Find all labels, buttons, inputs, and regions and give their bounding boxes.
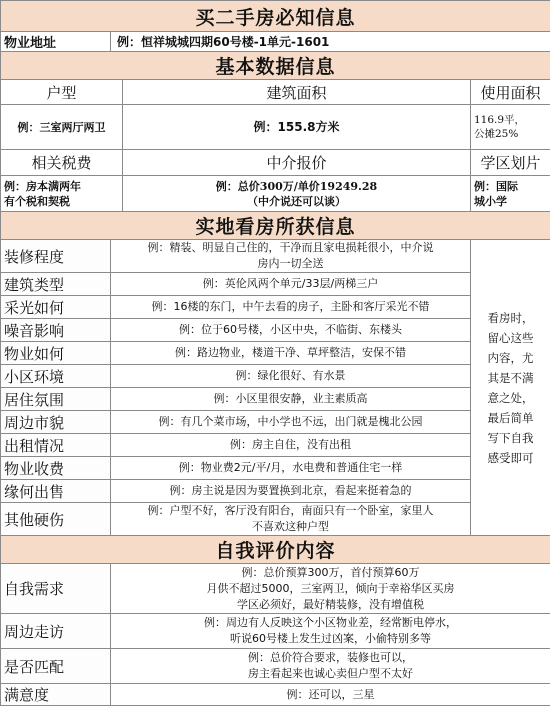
visit-label: 采光如何 — [1, 296, 111, 319]
self-value — [111, 614, 550, 649]
value-layout: 例：三室两厅两卫 — [1, 105, 123, 150]
self-value-line: 房主看起来也诚心卖但户型不太好 — [114, 666, 547, 682]
header-layout: 户型 — [1, 80, 123, 105]
visit-side-note — [471, 240, 550, 536]
taxes-line-1: 例：房本满两年 — [4, 179, 119, 194]
usable-area-line: 116.9平， — [474, 113, 547, 127]
visit-value: 例：房主说是因为要置换到北京，看起来挺着急的 — [111, 480, 471, 503]
section-visit-title: 实地看房所获信息 — [1, 212, 550, 240]
header-taxes: 相关税费 — [1, 150, 123, 176]
side-note-line: 最后简单 — [483, 408, 538, 428]
visit-value-line: 例：户型不好，客厅没有阳台，南面只有一个卧室，家里人 — [114, 503, 467, 519]
visit-value: 例：小区里很安静，业主素质高 — [111, 388, 471, 411]
visit-value — [111, 503, 471, 536]
visit-value — [111, 240, 471, 273]
visit-label: 噪音影响 — [1, 319, 111, 342]
self-label: 周边走访 — [1, 614, 111, 649]
visit-label: 物业如何 — [1, 342, 111, 365]
value-building-area: 例：155.8方米 — [123, 105, 471, 150]
visit-label: 其他硬伤 — [1, 503, 111, 536]
visit-label: 居住氛围 — [1, 388, 111, 411]
side-note-line: 其是不满 — [483, 368, 538, 388]
visit-value: 例：物业费2元/平/月，水电费和普通住宅一样 — [111, 457, 471, 480]
visit-value: 例：房主自住，没有出租 — [111, 434, 471, 457]
page-title: 买二手房必知信息 — [1, 1, 550, 32]
visit-value: 例：路边物业，楼道干净、草坪整洁，安保不错 — [111, 342, 471, 365]
visit-value: 例：位于60号楼，小区中央，不临街、东楼头 — [111, 319, 471, 342]
quote-line-2: （中介说还可以谈） — [126, 194, 467, 209]
value-taxes — [1, 176, 123, 212]
quote-line-1: 例：总价300万/单价19249.28 — [126, 179, 467, 194]
visit-label: 小区环境 — [1, 365, 111, 388]
header-agent-quote: 中介报价 — [123, 150, 471, 176]
visit-label: 装修程度 — [1, 240, 111, 273]
address-label: 物业地址 — [1, 32, 111, 52]
self-value-line: 听说60号楼上发生过凶案，小偷特别多等 — [114, 631, 547, 647]
self-label: 自我需求 — [1, 564, 111, 614]
visit-value: 例：英伦风两个单元/33层/两梯三户 — [111, 273, 471, 296]
visit-value-line: 房内一切全送 — [114, 256, 467, 272]
value-school-district — [471, 176, 550, 212]
header-usable-area: 使用面积 — [471, 80, 550, 105]
section-basic-title: 基本数据信息 — [1, 52, 550, 80]
self-label: 满意度 — [1, 684, 111, 706]
visit-label: 出租情况 — [1, 434, 111, 457]
visit-value-line: 不喜欢这种户型 — [114, 519, 467, 535]
school-line-2: 城小学 — [474, 194, 547, 209]
visit-label: 建筑类型 — [1, 273, 111, 296]
section-self-title: 自我评价内容 — [1, 536, 550, 564]
visit-label: 物业收费 — [1, 457, 111, 480]
side-note-line: 留心这些 — [483, 328, 538, 348]
self-value-line: 月供不超过5000，三室两卫，倾向于幸裕华区买房 — [114, 581, 547, 597]
visit-label: 周边市貌 — [1, 411, 111, 434]
value-usable-area — [471, 105, 550, 150]
self-value-line: 例：周边有人反映这个小区物业差，经常断电停水， — [114, 615, 547, 631]
self-value-line: 例：总价符合要求，装修也可以， — [114, 650, 547, 666]
value-agent-quote — [123, 176, 471, 212]
visit-value-line: 例：精装、明显自己住的，干净而且家电损耗很小，中介说 — [114, 240, 467, 256]
self-value — [111, 649, 550, 684]
shared-area-line: 公摊25% — [474, 127, 547, 141]
self-value: 例：还可以，三星 — [111, 684, 550, 706]
visit-value: 例：16楼的东门，中午去看的房子，主卧和客厅采光不错 — [111, 296, 471, 319]
visit-value: 例：有几个菜市场，中小学也不远，出门就是槐北公园 — [111, 411, 471, 434]
side-note-line: 意之处， — [483, 388, 538, 408]
taxes-line-2: 有个税和契税 — [4, 194, 119, 209]
side-note-line: 写下自我 — [483, 428, 538, 448]
visit-label: 缘何出售 — [1, 480, 111, 503]
side-note-line: 看房时， — [483, 308, 538, 328]
header-building-area: 建筑面积 — [123, 80, 471, 105]
visit-value: 例：绿化很好、有水景 — [111, 365, 471, 388]
side-note-line: 感受即可 — [483, 448, 538, 468]
header-school-district: 学区划片 — [471, 150, 550, 176]
self-value-line: 学区必须好，最好精装修，没有增值税 — [114, 597, 547, 613]
side-note-line: 内容，尤 — [483, 348, 538, 368]
self-label: 是否匹配 — [1, 649, 111, 684]
self-value — [111, 564, 550, 614]
self-value-line: 例：总价预算300万，首付预算60万 — [114, 565, 547, 581]
school-line-1: 例：国际 — [474, 179, 547, 194]
address-value: 例：恒祥城城四期60号楼-1单元-1601 — [111, 32, 550, 52]
